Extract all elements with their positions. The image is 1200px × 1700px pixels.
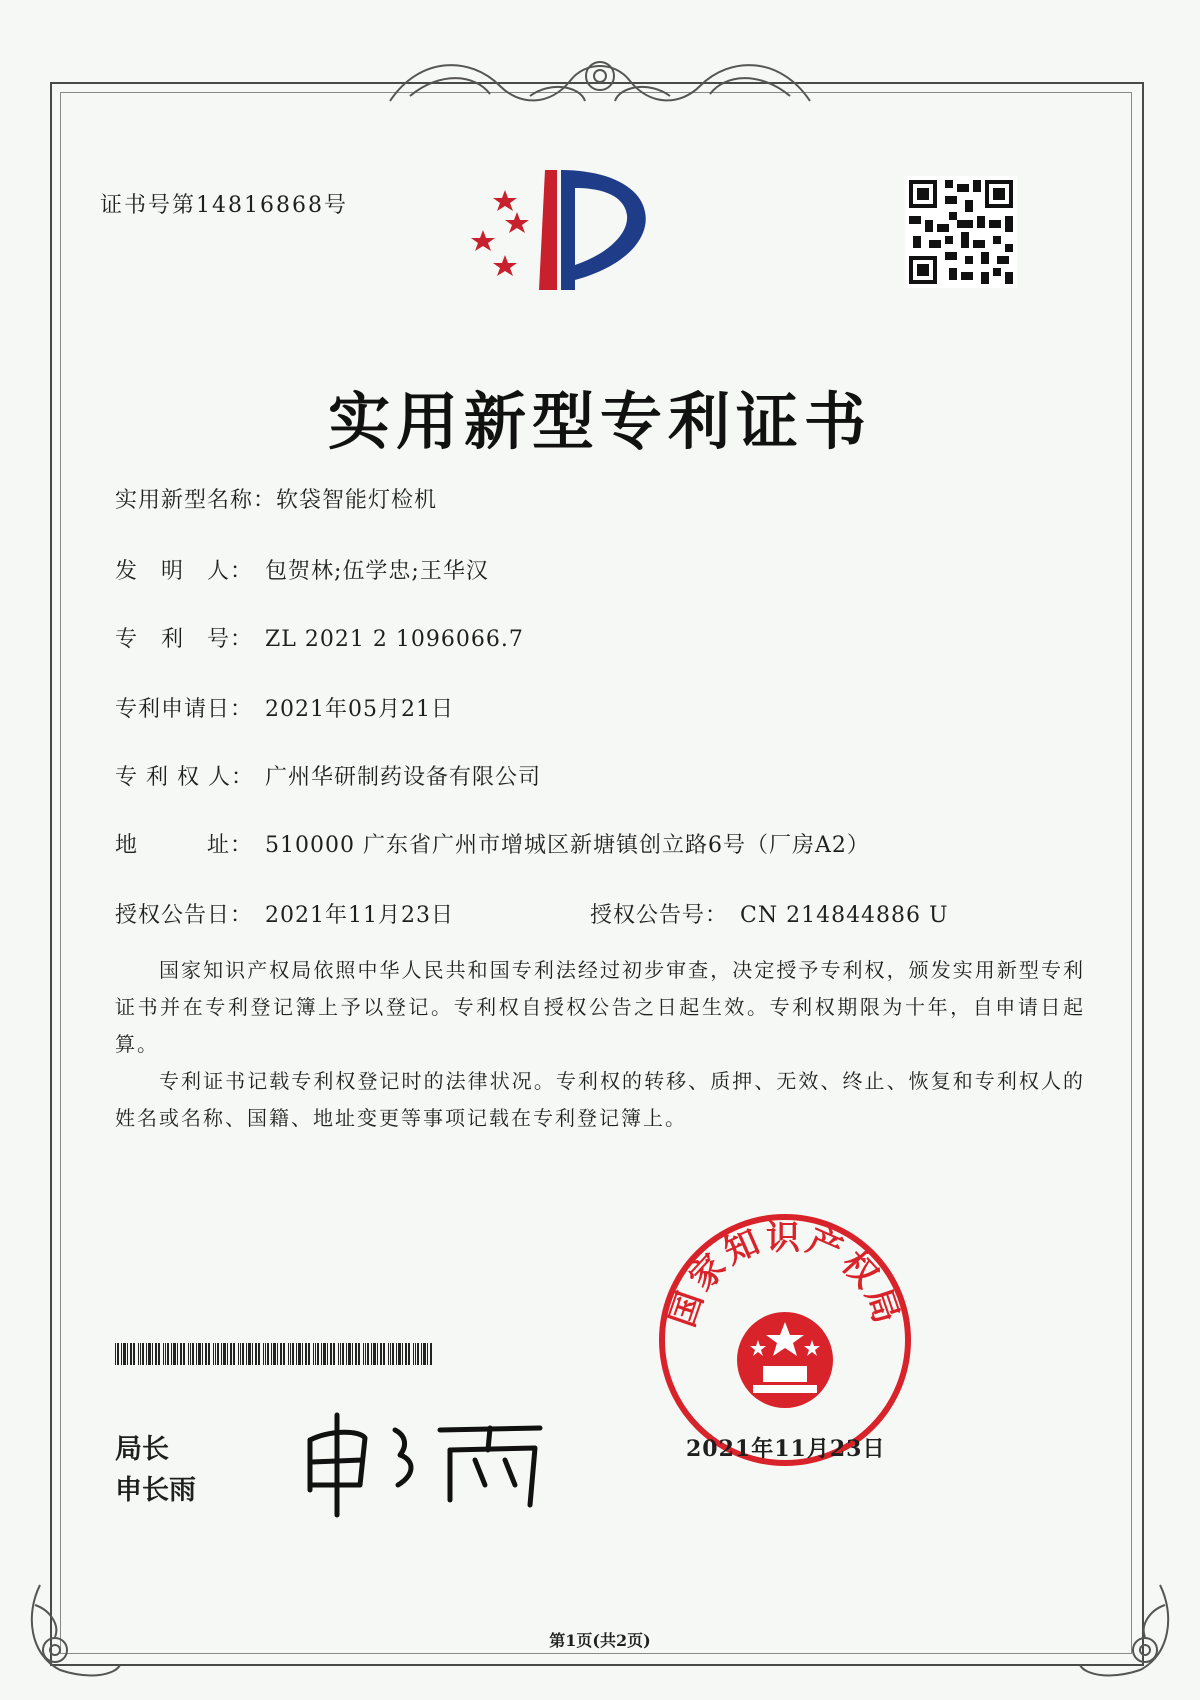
barcode-bar <box>305 1343 307 1365</box>
barcode-bar <box>183 1343 185 1365</box>
field-label: 专利申请日： <box>115 697 254 722</box>
barcode-bar <box>221 1343 222 1365</box>
barcode-bar <box>252 1343 253 1365</box>
field-grant-number <box>590 898 949 929</box>
barcode-bar <box>258 1343 260 1365</box>
barcode-bar <box>190 1343 191 1365</box>
barcode-bar <box>290 1343 291 1365</box>
barcode-bar <box>327 1343 328 1365</box>
barcode-bar <box>230 1343 232 1365</box>
barcode-bar <box>315 1343 316 1365</box>
barcode-bar <box>338 1343 339 1365</box>
barcode-bar <box>280 1343 282 1365</box>
field-value: CN 214844886 U <box>740 903 949 928</box>
barcode-bar <box>427 1343 428 1365</box>
field-address <box>115 828 870 859</box>
field-value: 2021年11月23日 <box>265 903 454 928</box>
barcode-bar <box>330 1343 332 1365</box>
barcode-bar <box>273 1343 276 1365</box>
barcode-bar <box>205 1343 207 1365</box>
barcode-bar <box>271 1343 272 1365</box>
barcode-bar <box>255 1343 257 1365</box>
barcode-bar <box>277 1343 278 1365</box>
qr-code <box>905 176 1017 288</box>
barcode-bar <box>121 1343 122 1365</box>
field-label: 专 利 权 人： <box>115 765 254 790</box>
field-patentee <box>115 760 541 791</box>
official-seal <box>655 1210 915 1470</box>
barcode-bar <box>238 1343 239 1365</box>
barcode-bar <box>267 1343 269 1365</box>
field-value: 包贺林;伍学忠;王华汉 <box>265 559 489 584</box>
barcode-bar <box>358 1343 360 1365</box>
barcode-bar <box>196 1343 197 1365</box>
barcode-bar <box>242 1343 244 1365</box>
certificate-number: 证书号第14816868号 <box>100 193 348 218</box>
patent-office-logo <box>465 160 705 320</box>
barcode-bar <box>408 1343 410 1365</box>
barcode-bar <box>223 1343 226 1365</box>
barcode-bar <box>417 1343 419 1365</box>
barcode-bar <box>173 1343 176 1365</box>
barcode-bar <box>402 1343 403 1365</box>
barcode-bar <box>390 1343 391 1365</box>
barcode-bar <box>340 1343 341 1365</box>
field-value: 510000 广东省广州市增城区新塘镇创立路6号（厂房A2） <box>265 833 870 858</box>
barcode-bar <box>152 1343 153 1365</box>
certificate-border-inner <box>60 92 1132 1654</box>
barcode-bar <box>313 1343 314 1365</box>
barcode-bar <box>380 1343 382 1365</box>
barcode-bar <box>302 1343 303 1365</box>
barcode-bar <box>138 1343 139 1365</box>
barcode-bar <box>146 1343 147 1365</box>
barcode-bar <box>240 1343 241 1365</box>
barcode-bar <box>352 1343 353 1365</box>
barcode-bar <box>155 1343 157 1365</box>
barcode-bar <box>117 1343 119 1365</box>
barcode-bar <box>346 1343 347 1365</box>
field-value: 2021年05月21日 <box>265 697 454 722</box>
seal-text: 国家知识产权局 <box>662 1217 908 1332</box>
barcode-bar <box>177 1343 178 1365</box>
barcode-bar <box>392 1343 394 1365</box>
field-inventors <box>115 554 489 585</box>
body-paragraph: 国家知识产权局依照中华人民共和国专利法经过初步审查，决定授予专利权，颁发实用新型专利证书并在专利登记簿上予以登记。专利权自授权公告之日起生效。专利权期限为十年，自申请日起算。 <box>115 958 1085 1056</box>
barcode-bar <box>213 1343 214 1365</box>
barcode-bar <box>415 1343 416 1365</box>
barcode-bar <box>167 1343 169 1365</box>
barcode-bar <box>363 1343 364 1365</box>
barcode-bar <box>388 1343 389 1365</box>
field-label: 授权公告号： <box>590 903 729 928</box>
seal-date: 2021年11月23日 <box>686 1436 886 1462</box>
field-label: 发 明 人： <box>115 559 254 584</box>
barcode-bar <box>227 1343 228 1365</box>
barcode-bar <box>246 1343 247 1365</box>
top-ornament <box>380 46 820 116</box>
barcode-bar <box>148 1343 151 1365</box>
barcode-bar <box>323 1343 326 1365</box>
barcode-bar <box>127 1343 128 1365</box>
certificate-body <box>115 952 1085 1137</box>
field-label: 实用新型名称： <box>115 488 277 513</box>
barcode-bar <box>373 1343 376 1365</box>
barcode-bar <box>215 1343 216 1365</box>
barcode <box>115 1343 435 1365</box>
barcode-bar <box>115 1343 116 1365</box>
barcode-bar <box>208 1343 210 1365</box>
barcode-bar <box>233 1343 235 1365</box>
barcode-bar <box>283 1343 285 1365</box>
field-label: 授权公告日： <box>115 903 254 928</box>
barcode-bar <box>133 1343 135 1365</box>
barcode-bar <box>292 1343 294 1365</box>
barcode-bar <box>298 1343 301 1365</box>
field-grant-date <box>115 898 454 929</box>
barcode-bar <box>165 1343 166 1365</box>
barcode-bar <box>342 1343 344 1365</box>
field-value: 软袋智能灯检机 <box>276 488 438 513</box>
barcode-bar <box>288 1343 289 1365</box>
barcode-bar <box>308 1343 310 1365</box>
field-application-date <box>115 692 454 723</box>
barcode-bar <box>202 1343 203 1365</box>
barcode-bar <box>396 1343 397 1365</box>
director-signature <box>290 1400 570 1520</box>
barcode-bar <box>123 1343 126 1365</box>
field-label: 地 址： <box>115 833 254 858</box>
barcode-bar <box>371 1343 372 1365</box>
body-paragraph: 专利证书记载专利权登记时的法律状况。专利权的转移、质押、无效、终止、恢复和专利权人的姓名或名称、国籍、地址变更等事项记载在专利登记簿上。 <box>115 1069 1085 1130</box>
barcode-bar <box>263 1343 264 1365</box>
barcode-bar <box>317 1343 319 1365</box>
field-value: ZL 2021 2 1096066.7 <box>265 627 524 652</box>
barcode-bar <box>158 1343 160 1365</box>
barcode-bar <box>421 1343 422 1365</box>
barcode-bar <box>383 1343 385 1365</box>
field-value: 广州华研制药设备有限公司 <box>265 765 542 790</box>
barcode-bar <box>265 1343 266 1365</box>
barcode-bar <box>355 1343 357 1365</box>
barcode-bar <box>398 1343 401 1365</box>
barcode-bar <box>248 1343 251 1365</box>
barcode-bar <box>365 1343 366 1365</box>
barcode-bar <box>413 1343 414 1365</box>
field-patent-number <box>115 622 524 653</box>
barcode-bar <box>130 1343 132 1365</box>
barcode-bar <box>140 1343 141 1365</box>
barcode-bar <box>405 1343 407 1365</box>
barcode-bar <box>163 1343 164 1365</box>
barcode-bar <box>423 1343 426 1365</box>
barcode-bar <box>430 1343 432 1365</box>
barcode-bar <box>377 1343 378 1365</box>
barcode-bar <box>321 1343 322 1365</box>
barcode-bar <box>333 1343 335 1365</box>
barcode-bar <box>142 1343 144 1365</box>
barcode-bar <box>192 1343 194 1365</box>
page-number: 第1页(共2页) <box>549 1631 651 1650</box>
barcode-bar <box>367 1343 369 1365</box>
barcode-bar <box>188 1343 189 1365</box>
barcode-bar <box>348 1343 351 1365</box>
field-utility-model-name <box>115 483 437 514</box>
certificate-title: 实用新型专利证书 <box>327 385 872 458</box>
barcode-bar <box>198 1343 201 1365</box>
barcode-bar <box>217 1343 219 1365</box>
director-name: 申长雨 <box>115 1475 196 1506</box>
field-label: 专 利 号： <box>115 627 254 652</box>
barcode-bar <box>296 1343 297 1365</box>
barcode-bar <box>171 1343 172 1365</box>
director-title: 局长 <box>115 1434 169 1465</box>
barcode-bar <box>180 1343 182 1365</box>
